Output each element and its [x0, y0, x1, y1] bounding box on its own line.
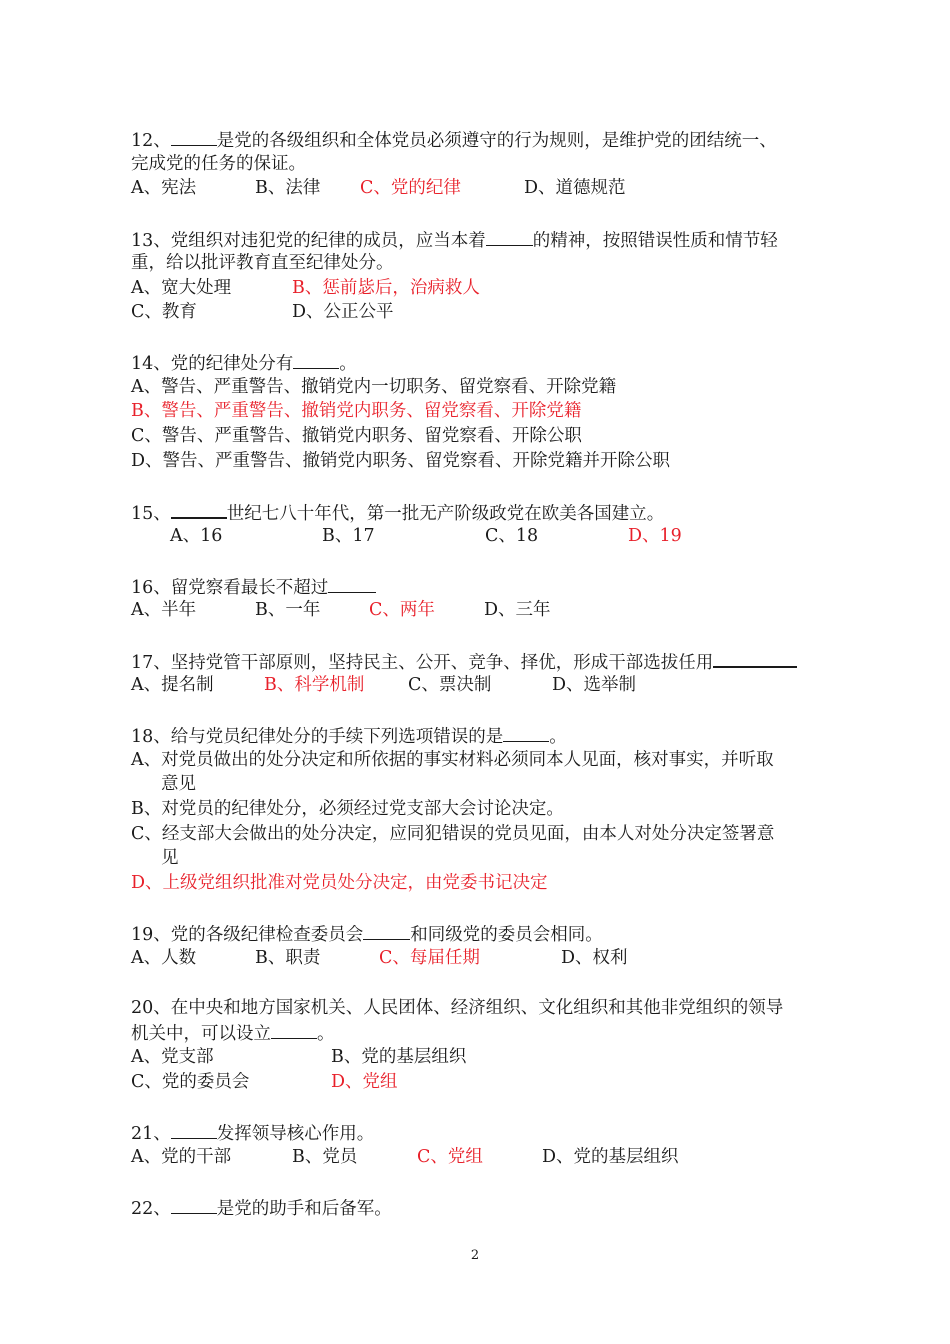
option-c: C、教育: [131, 302, 197, 322]
option-c: C、18: [485, 526, 539, 546]
question-20-line-2: [131, 1020, 335, 1046]
option-a: A、党的干部: [131, 1147, 232, 1167]
option-a-cont: 意见: [161, 774, 196, 794]
question-18-text: 18、给与党员纪律处分的手续下列选项错误的是: [131, 727, 504, 747]
option-a: A、党支部: [131, 1047, 214, 1067]
question-21-number: 21、: [131, 1124, 171, 1144]
blank: [271, 1020, 317, 1039]
option-a: A、宽大处理: [131, 278, 232, 298]
option-d: D、权利: [561, 948, 628, 968]
question-14-text: 14、党的纪律处分有: [131, 354, 294, 374]
blank: [171, 127, 217, 146]
question-13-line-2: 重，给以批评教育直至纪律处分。: [131, 253, 394, 273]
option-a: A、16: [170, 526, 223, 546]
option-d: D、公正公平: [292, 302, 394, 322]
option-d-answer: D、党组: [331, 1072, 398, 1092]
option-d: D、党的基层组织: [542, 1147, 679, 1167]
option-d-answer: D、上级党组织批准对党员处分决定，由党委书记决定: [131, 873, 548, 893]
blank: [713, 648, 797, 668]
question-20-text: 机关中，可以设立: [131, 1024, 271, 1044]
option-d: D、选举制: [552, 675, 637, 695]
option-c-cont: 见: [161, 848, 179, 868]
option-d: D、道德规范: [524, 178, 626, 198]
question-20-line-1: 20、在中央和地方国家机关、人民团体、经济组织、文化组织和其他非党组织的领导: [131, 998, 784, 1018]
question-13-line-1: [131, 227, 778, 253]
question-21-stem: [131, 1120, 374, 1146]
blank: [171, 499, 227, 519]
option-a: A、警告、严重警告、撤销党内一切职务、留党察看、开除党籍: [131, 377, 617, 397]
question-12-number: 12、: [131, 131, 171, 151]
question-22-text: 是党的助手和后备军。: [216, 1199, 392, 1219]
page-number: 2: [470, 1248, 480, 1263]
question-12-line-2: 完成党的任务的保证。: [131, 154, 306, 174]
stem-end: 。: [317, 1024, 335, 1044]
option-b: B、一年: [255, 600, 321, 620]
option-a: A、人数: [131, 948, 197, 968]
option-c-answer: C、党的纪律: [360, 178, 461, 198]
option-c-answer: C、两年: [369, 600, 435, 620]
option-c-answer: C、党组: [417, 1147, 483, 1167]
blank: [363, 921, 410, 940]
option-c: C、票决制: [408, 675, 492, 695]
option-b-answer: B、警告、严重警告、撤销党内职务、留党察看、开除党籍: [131, 401, 582, 421]
question-16-text: 16、留党察看最长不超过: [131, 578, 329, 598]
question-12-stem: 是党的各级组织和全体党员必须遵守的行为规则，是维护党的团结统一、: [216, 131, 777, 151]
question-15-stem: [131, 499, 664, 526]
question-22-number: 22、: [131, 1199, 171, 1219]
question-13-stem: 13、党组织对违犯党的纪律的成员，应当本着: [131, 231, 486, 251]
question-18-stem: [131, 723, 567, 749]
question-15-text: 世纪七八十年代，第一批无产阶级政党在欧美各国建立。: [226, 504, 665, 524]
option-a: A、提名制: [131, 675, 214, 695]
option-d: D、警告、严重警告、撤销党内职务、留党察看、开除党籍并开除公职: [131, 451, 671, 471]
question-14-stem: [131, 350, 357, 376]
stem-end: 。: [339, 354, 357, 374]
stem-end: 。: [549, 727, 567, 747]
question-19-stem: [131, 921, 603, 947]
question-12-line-1: [131, 127, 777, 153]
option-b: B、对党员的纪律处分，必须经过党支部大会讨论决定。: [131, 799, 564, 819]
blank: [171, 1120, 217, 1139]
stem-end: 和同级党的委员会相同。: [410, 925, 603, 945]
option-b: B、17: [322, 526, 375, 546]
option-d: D、三年: [484, 600, 551, 620]
option-c: C、经支部大会做出的处分决定，应同犯错误的党员见面，由本人对处分决定签署意: [131, 824, 775, 844]
question-16-stem: [131, 574, 376, 600]
question-21-text: 发挥领导核心作用。: [216, 1124, 375, 1144]
option-b: B、法律: [255, 178, 321, 198]
option-a: A、宪法: [131, 178, 197, 198]
blank: [486, 227, 533, 246]
option-c: C、党的委员会: [131, 1072, 250, 1092]
blank: [293, 350, 339, 369]
question-17-stem: [131, 648, 797, 675]
option-a: A、对党员做出的处分决定和所依据的事实材料必须同本人见面，核对事实，并听取: [131, 750, 774, 770]
option-b: B、党员: [292, 1147, 358, 1167]
blank: [503, 723, 549, 742]
option-b-answer: B、惩前毖后，治病救人: [292, 278, 480, 298]
option-b: B、职责: [255, 948, 321, 968]
blank: [171, 1195, 217, 1214]
option-c: C、警告、严重警告、撤销党内职务、留党察看、开除公职: [131, 426, 582, 446]
blank: [328, 574, 376, 593]
option-d-answer: D、19: [628, 526, 682, 546]
question-17-text: 17、坚持党管干部原则，坚持民主、公开、竞争、择优，形成干部选拔任用: [131, 653, 714, 673]
question-13-stem-cont: 的精神，按照错误性质和情节轻: [532, 231, 778, 251]
question-15-number: 15、: [131, 504, 171, 524]
option-b: B、党的基层组织: [331, 1047, 467, 1067]
option-a: A、半年: [131, 600, 197, 620]
option-c-answer: C、每届任期: [379, 948, 480, 968]
question-19-text: 19、党的各级纪律检查委员会: [131, 925, 364, 945]
option-b-answer: B、科学机制: [264, 675, 365, 695]
question-22-stem: [131, 1195, 392, 1221]
